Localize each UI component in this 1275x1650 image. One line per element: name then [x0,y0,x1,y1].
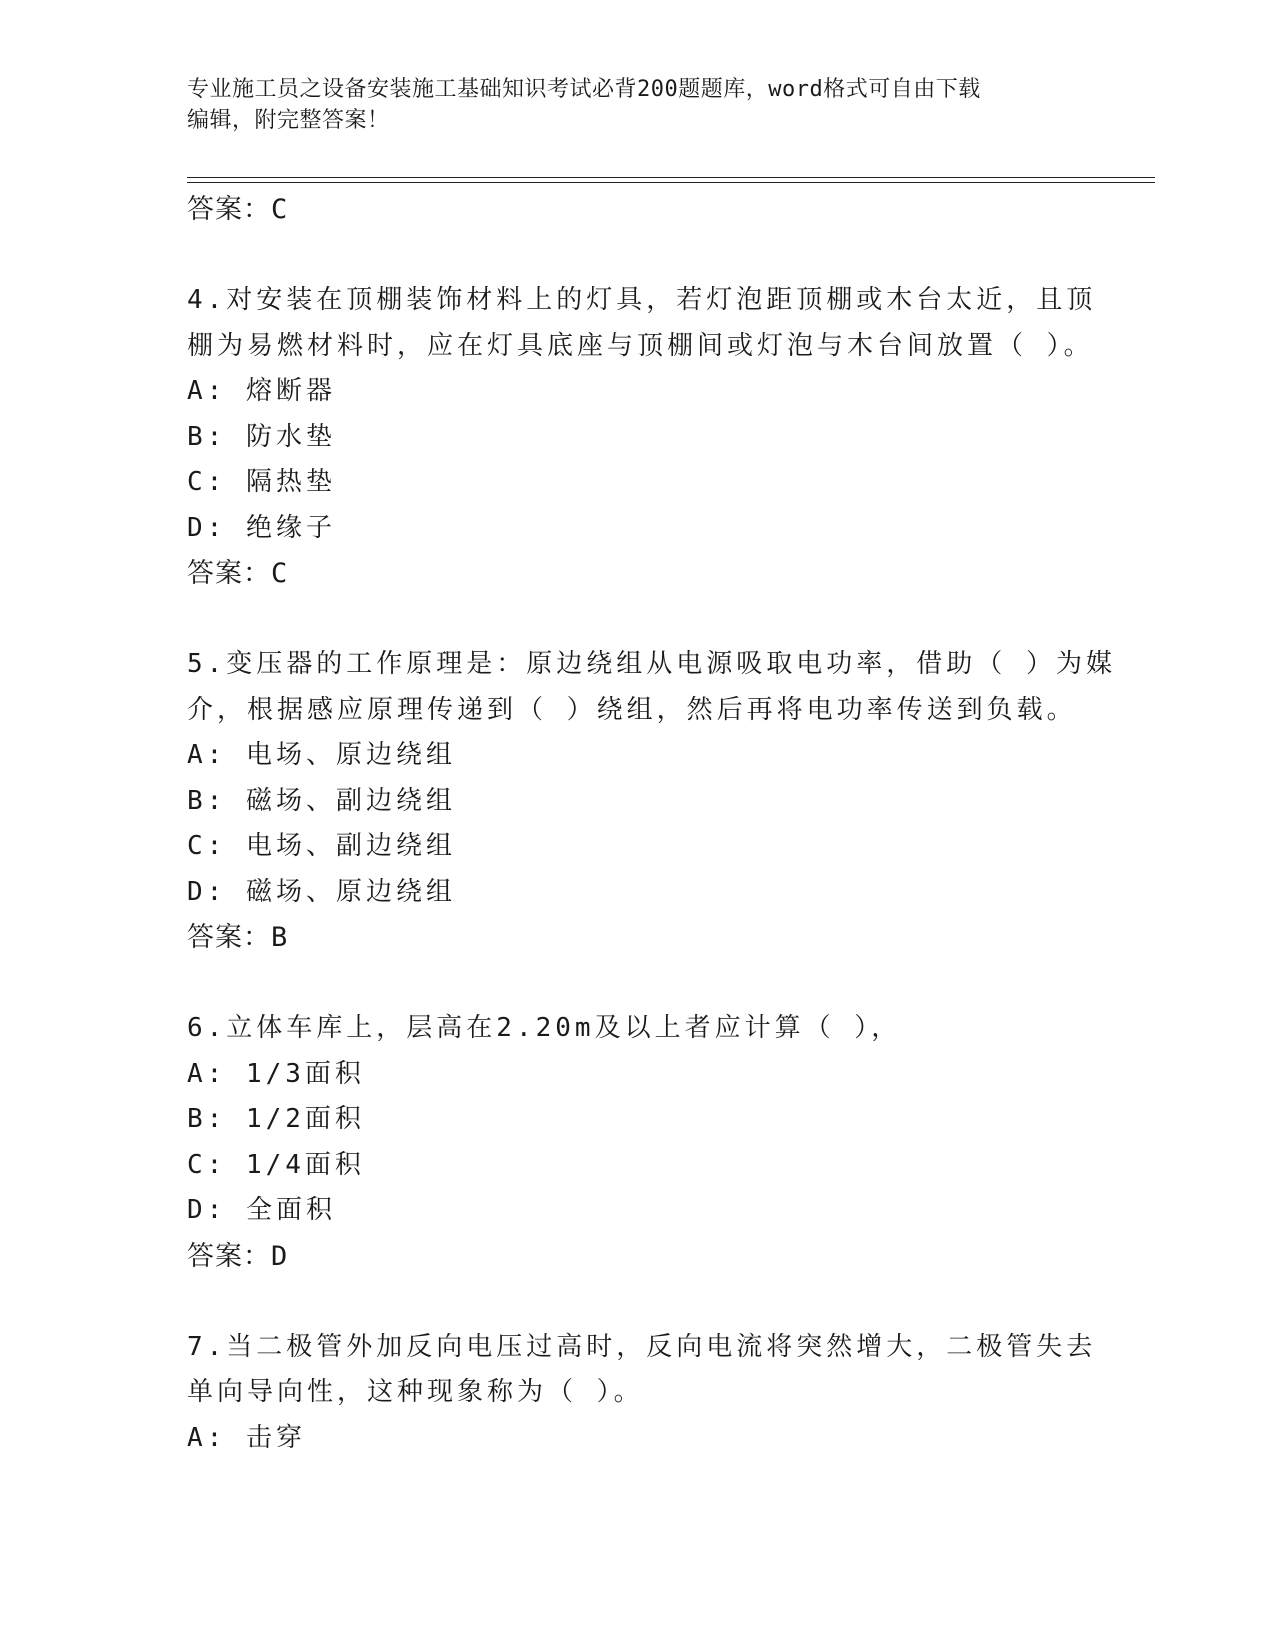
question-stem: 介，根据感应原理传递到（ ）绕组，然后再将电功率传送到负载。 [187,694,1077,725]
question-stem: 7.当二极管外加反向电压过高时，反向电流将突然增大，二极管失去 [187,1331,1097,1362]
question-stem: 棚为易燃材料时，应在灯具底座与顶棚间或灯泡与木台间放置（ ）。 [187,330,1094,361]
option-c: C: 1/4面积 [187,1149,365,1180]
option-b: B: 磁场、副边绕组 [187,785,456,816]
answer-line: 答案：C [187,558,289,589]
option-b: B: 1/2面积 [187,1104,365,1134]
option-a: A: 1/3面积 [187,1058,365,1089]
option-c: C: 电场、副边绕组 [187,831,456,861]
option-d: D: 绝缘子 [187,512,336,543]
answer-line: 答案：B [187,922,289,953]
header-rule-top [187,177,1155,178]
question-block [187,1006,1107,1279]
option-a: A: 击穿 [187,1422,306,1453]
question-stem: 5.变压器的工作原理是：原边绕组从电源吸取电功率，借助（ ）为媒 [187,649,1116,679]
option-c: C: 隔热垫 [187,467,336,497]
question-block [187,642,1116,961]
question-stem: 4.对安装在顶棚装饰材料上的灯具，若灯泡距顶棚或木台太近，且顶 [187,285,1097,315]
option-b: B: 防水垫 [187,421,336,452]
option-d: D: 全面积 [187,1195,336,1225]
document-header [187,74,1087,136]
option-a: A: 熔断器 [187,376,336,406]
spacer [187,233,1107,279]
question-stem: 6.立体车库上，层高在2.20m及以上者应计算（ ）， [187,1013,902,1043]
question-block [187,278,1107,597]
answer-line: 答案：D [187,1240,289,1272]
question-stem: 单向导向性，这种现象称为（ ）。 [187,1377,644,1407]
option-d: D: 磁场、原边绕组 [187,876,456,907]
header-rule-bottom [187,182,1155,183]
answer-line: 答案：C [187,194,289,225]
header-title-line2: 编辑，附完整答案！ [187,108,390,133]
spacer [187,961,1107,1007]
question-content [187,187,1116,1461]
header-title-line1: 专业施工员之设备安装施工基础知识考试必背200题题库，word格式可自由下载 [187,77,981,102]
option-a: A: 电场、原边绕组 [187,740,456,770]
spacer [187,1279,1107,1325]
spacer [187,597,1107,643]
question-block [187,1325,1107,1462]
